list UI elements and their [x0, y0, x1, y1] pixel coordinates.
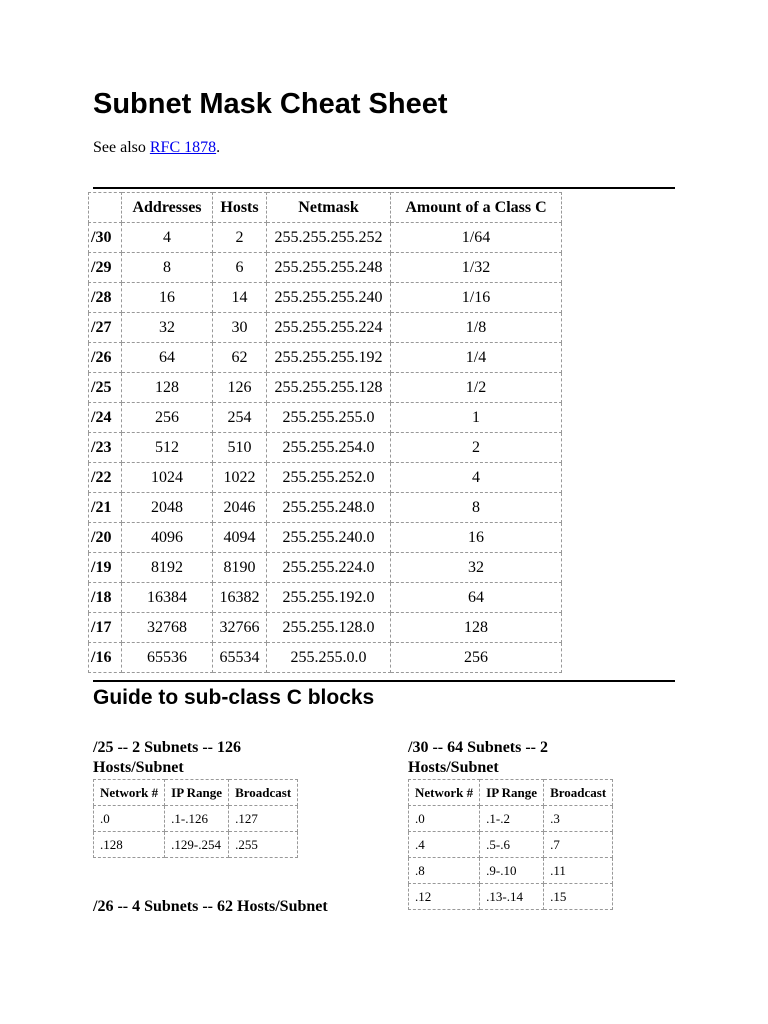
- cell-prefix: /28: [89, 283, 122, 313]
- table-row: [89, 523, 562, 553]
- horizontal-rule-top: [93, 187, 675, 189]
- cell-class-c-amount: 2: [391, 433, 562, 463]
- cell-ip-range: .9-.10: [480, 858, 544, 884]
- cell-addresses: 128: [122, 373, 213, 403]
- cell-netmask: 255.255.192.0: [267, 583, 391, 613]
- table-row: [89, 643, 562, 673]
- table-row: [89, 283, 562, 313]
- page-title: Subnet Mask Cheat Sheet: [93, 88, 448, 120]
- horizontal-rule-section: [93, 680, 675, 682]
- cell-ip-range: .5-.6: [480, 832, 544, 858]
- cell-network: .12: [409, 884, 480, 910]
- see-also-suffix: .: [216, 139, 221, 156]
- cell-netmask: 255.255.252.0: [267, 463, 391, 493]
- table-row: [89, 493, 562, 523]
- column-header-class-c-amount: Amount of a Class C: [391, 193, 562, 223]
- column-header-broadcast: Broadcast: [544, 780, 613, 806]
- table-row: [409, 806, 613, 832]
- column-header-network: Network #: [94, 780, 165, 806]
- cell-netmask: 255.255.255.224: [267, 313, 391, 343]
- cell-broadcast: .3: [544, 806, 613, 832]
- table-row: [89, 223, 562, 253]
- cell-broadcast: .127: [229, 806, 298, 832]
- cell-prefix: /20: [89, 523, 122, 553]
- cell-addresses: 32768: [122, 613, 213, 643]
- cell-prefix: /23: [89, 433, 122, 463]
- cell-netmask: 255.255.128.0: [267, 613, 391, 643]
- table-row: [89, 583, 562, 613]
- table-row: [89, 433, 562, 463]
- cell-netmask: 255.255.255.252: [267, 223, 391, 253]
- column-header-hosts: Hosts: [213, 193, 267, 223]
- section-title-guide: Guide to sub-class C blocks: [93, 686, 375, 709]
- cell-hosts: 65534: [213, 643, 267, 673]
- cell-addresses: 8192: [122, 553, 213, 583]
- cell-ip-range: .129-.254: [165, 832, 229, 858]
- cell-netmask: 255.255.248.0: [267, 493, 391, 523]
- cell-broadcast: .255: [229, 832, 298, 858]
- block-25-table: [93, 779, 298, 858]
- cell-class-c-amount: 4: [391, 463, 562, 493]
- subnet-mask-table: [88, 192, 562, 673]
- cell-addresses: 256: [122, 403, 213, 433]
- rfc-1878-link[interactable]: RFC 1878: [149, 139, 217, 156]
- cell-hosts: 2: [213, 223, 267, 253]
- block-25-heading: /25 -- 2 Subnets -- 126 Hosts/Subnet: [93, 739, 242, 776]
- column-header-ip-range: IP Range: [165, 780, 229, 806]
- block-30-table: [408, 779, 613, 910]
- cell-broadcast: .11: [544, 858, 613, 884]
- cell-prefix: /18: [89, 583, 122, 613]
- cell-prefix: /25: [89, 373, 122, 403]
- table-row: [89, 253, 562, 283]
- column-header-addresses: Addresses: [122, 193, 213, 223]
- cell-addresses: 64: [122, 343, 213, 373]
- cell-prefix: /26: [89, 343, 122, 373]
- cell-addresses: 4: [122, 223, 213, 253]
- cell-addresses: 65536: [122, 643, 213, 673]
- cell-addresses: 16384: [122, 583, 213, 613]
- cell-class-c-amount: 32: [391, 553, 562, 583]
- cell-hosts: 6: [213, 253, 267, 283]
- cell-ip-range: .1-.2: [480, 806, 544, 832]
- cell-addresses: 512: [122, 433, 213, 463]
- cell-netmask: 255.255.255.0: [267, 403, 391, 433]
- table-row: [409, 832, 613, 858]
- cell-netmask: 255.255.254.0: [267, 433, 391, 463]
- cell-class-c-amount: 1/16: [391, 283, 562, 313]
- cell-addresses: 4096: [122, 523, 213, 553]
- table-row: [89, 613, 562, 643]
- table-row: [94, 832, 298, 858]
- cell-addresses: 8: [122, 253, 213, 283]
- cell-class-c-amount: 1/8: [391, 313, 562, 343]
- cell-prefix: /27: [89, 313, 122, 343]
- cell-class-c-amount: 1/64: [391, 223, 562, 253]
- cell-class-c-amount: 8: [391, 493, 562, 523]
- table-row: [89, 403, 562, 433]
- table-header-row: [94, 780, 298, 806]
- cell-hosts: 510: [213, 433, 267, 463]
- cell-network: .0: [409, 806, 480, 832]
- cell-class-c-amount: 64: [391, 583, 562, 613]
- cell-class-c-amount: 1/2: [391, 373, 562, 403]
- cell-class-c-amount: 16: [391, 523, 562, 553]
- column-header-broadcast: Broadcast: [229, 780, 298, 806]
- cell-hosts: 2046: [213, 493, 267, 523]
- cell-hosts: 4094: [213, 523, 267, 553]
- table-row: [89, 553, 562, 583]
- block-26-heading: /26 -- 4 Subnets -- 62 Hosts/Subnet: [93, 898, 328, 915]
- cell-prefix: /19: [89, 553, 122, 583]
- table-header-row: [89, 193, 562, 223]
- cell-addresses: 2048: [122, 493, 213, 523]
- cell-hosts: 32766: [213, 613, 267, 643]
- cell-class-c-amount: 256: [391, 643, 562, 673]
- cell-addresses: 32: [122, 313, 213, 343]
- cell-prefix: /30: [89, 223, 122, 253]
- table-row: [409, 884, 613, 910]
- cell-prefix: /29: [89, 253, 122, 283]
- cell-prefix: /22: [89, 463, 122, 493]
- cell-prefix: /16: [89, 643, 122, 673]
- cell-netmask: 255.255.224.0: [267, 553, 391, 583]
- cell-prefix: /17: [89, 613, 122, 643]
- column-header-prefix: [89, 193, 122, 223]
- cell-netmask: 255.255.255.248: [267, 253, 391, 283]
- see-also-prefix: See also: [93, 139, 150, 156]
- cell-hosts: 1022: [213, 463, 267, 493]
- cell-prefix: /24: [89, 403, 122, 433]
- cell-network: .4: [409, 832, 480, 858]
- column-header-ip-range: IP Range: [480, 780, 544, 806]
- column-header-netmask: Netmask: [267, 193, 391, 223]
- cell-hosts: 8190: [213, 553, 267, 583]
- cell-class-c-amount: 1/32: [391, 253, 562, 283]
- cell-class-c-amount: 128: [391, 613, 562, 643]
- cell-ip-range: .13-.14: [480, 884, 544, 910]
- cell-hosts: 14: [213, 283, 267, 313]
- cell-ip-range: .1-.126: [165, 806, 229, 832]
- column-header-network: Network #: [409, 780, 480, 806]
- cell-addresses: 16: [122, 283, 213, 313]
- cell-hosts: 30: [213, 313, 267, 343]
- cell-class-c-amount: 1: [391, 403, 562, 433]
- table-header-row: [409, 780, 613, 806]
- cell-network: .8: [409, 858, 480, 884]
- cell-broadcast: .15: [544, 884, 613, 910]
- table-row: [409, 858, 613, 884]
- table-row: [94, 806, 298, 832]
- cell-netmask: 255.255.255.192: [267, 343, 391, 373]
- table-row: [89, 313, 562, 343]
- cell-addresses: 1024: [122, 463, 213, 493]
- cell-netmask: 255.255.0.0: [267, 643, 391, 673]
- cell-network: .0: [94, 806, 165, 832]
- cell-network: .128: [94, 832, 165, 858]
- cell-netmask: 255.255.255.128: [267, 373, 391, 403]
- block-30-heading: /30 -- 64 Subnets -- 2 Hosts/Subnet: [408, 739, 549, 776]
- cell-hosts: 16382: [213, 583, 267, 613]
- cell-hosts: 126: [213, 373, 267, 403]
- cell-prefix: /21: [89, 493, 122, 523]
- cell-netmask: 255.255.240.0: [267, 523, 391, 553]
- cell-hosts: 62: [213, 343, 267, 373]
- cell-netmask: 255.255.255.240: [267, 283, 391, 313]
- cell-class-c-amount: 1/4: [391, 343, 562, 373]
- see-also-line: [93, 137, 220, 159]
- table-row: [89, 373, 562, 403]
- cell-hosts: 254: [213, 403, 267, 433]
- table-row: [89, 463, 562, 493]
- cell-broadcast: .7: [544, 832, 613, 858]
- table-row: [89, 343, 562, 373]
